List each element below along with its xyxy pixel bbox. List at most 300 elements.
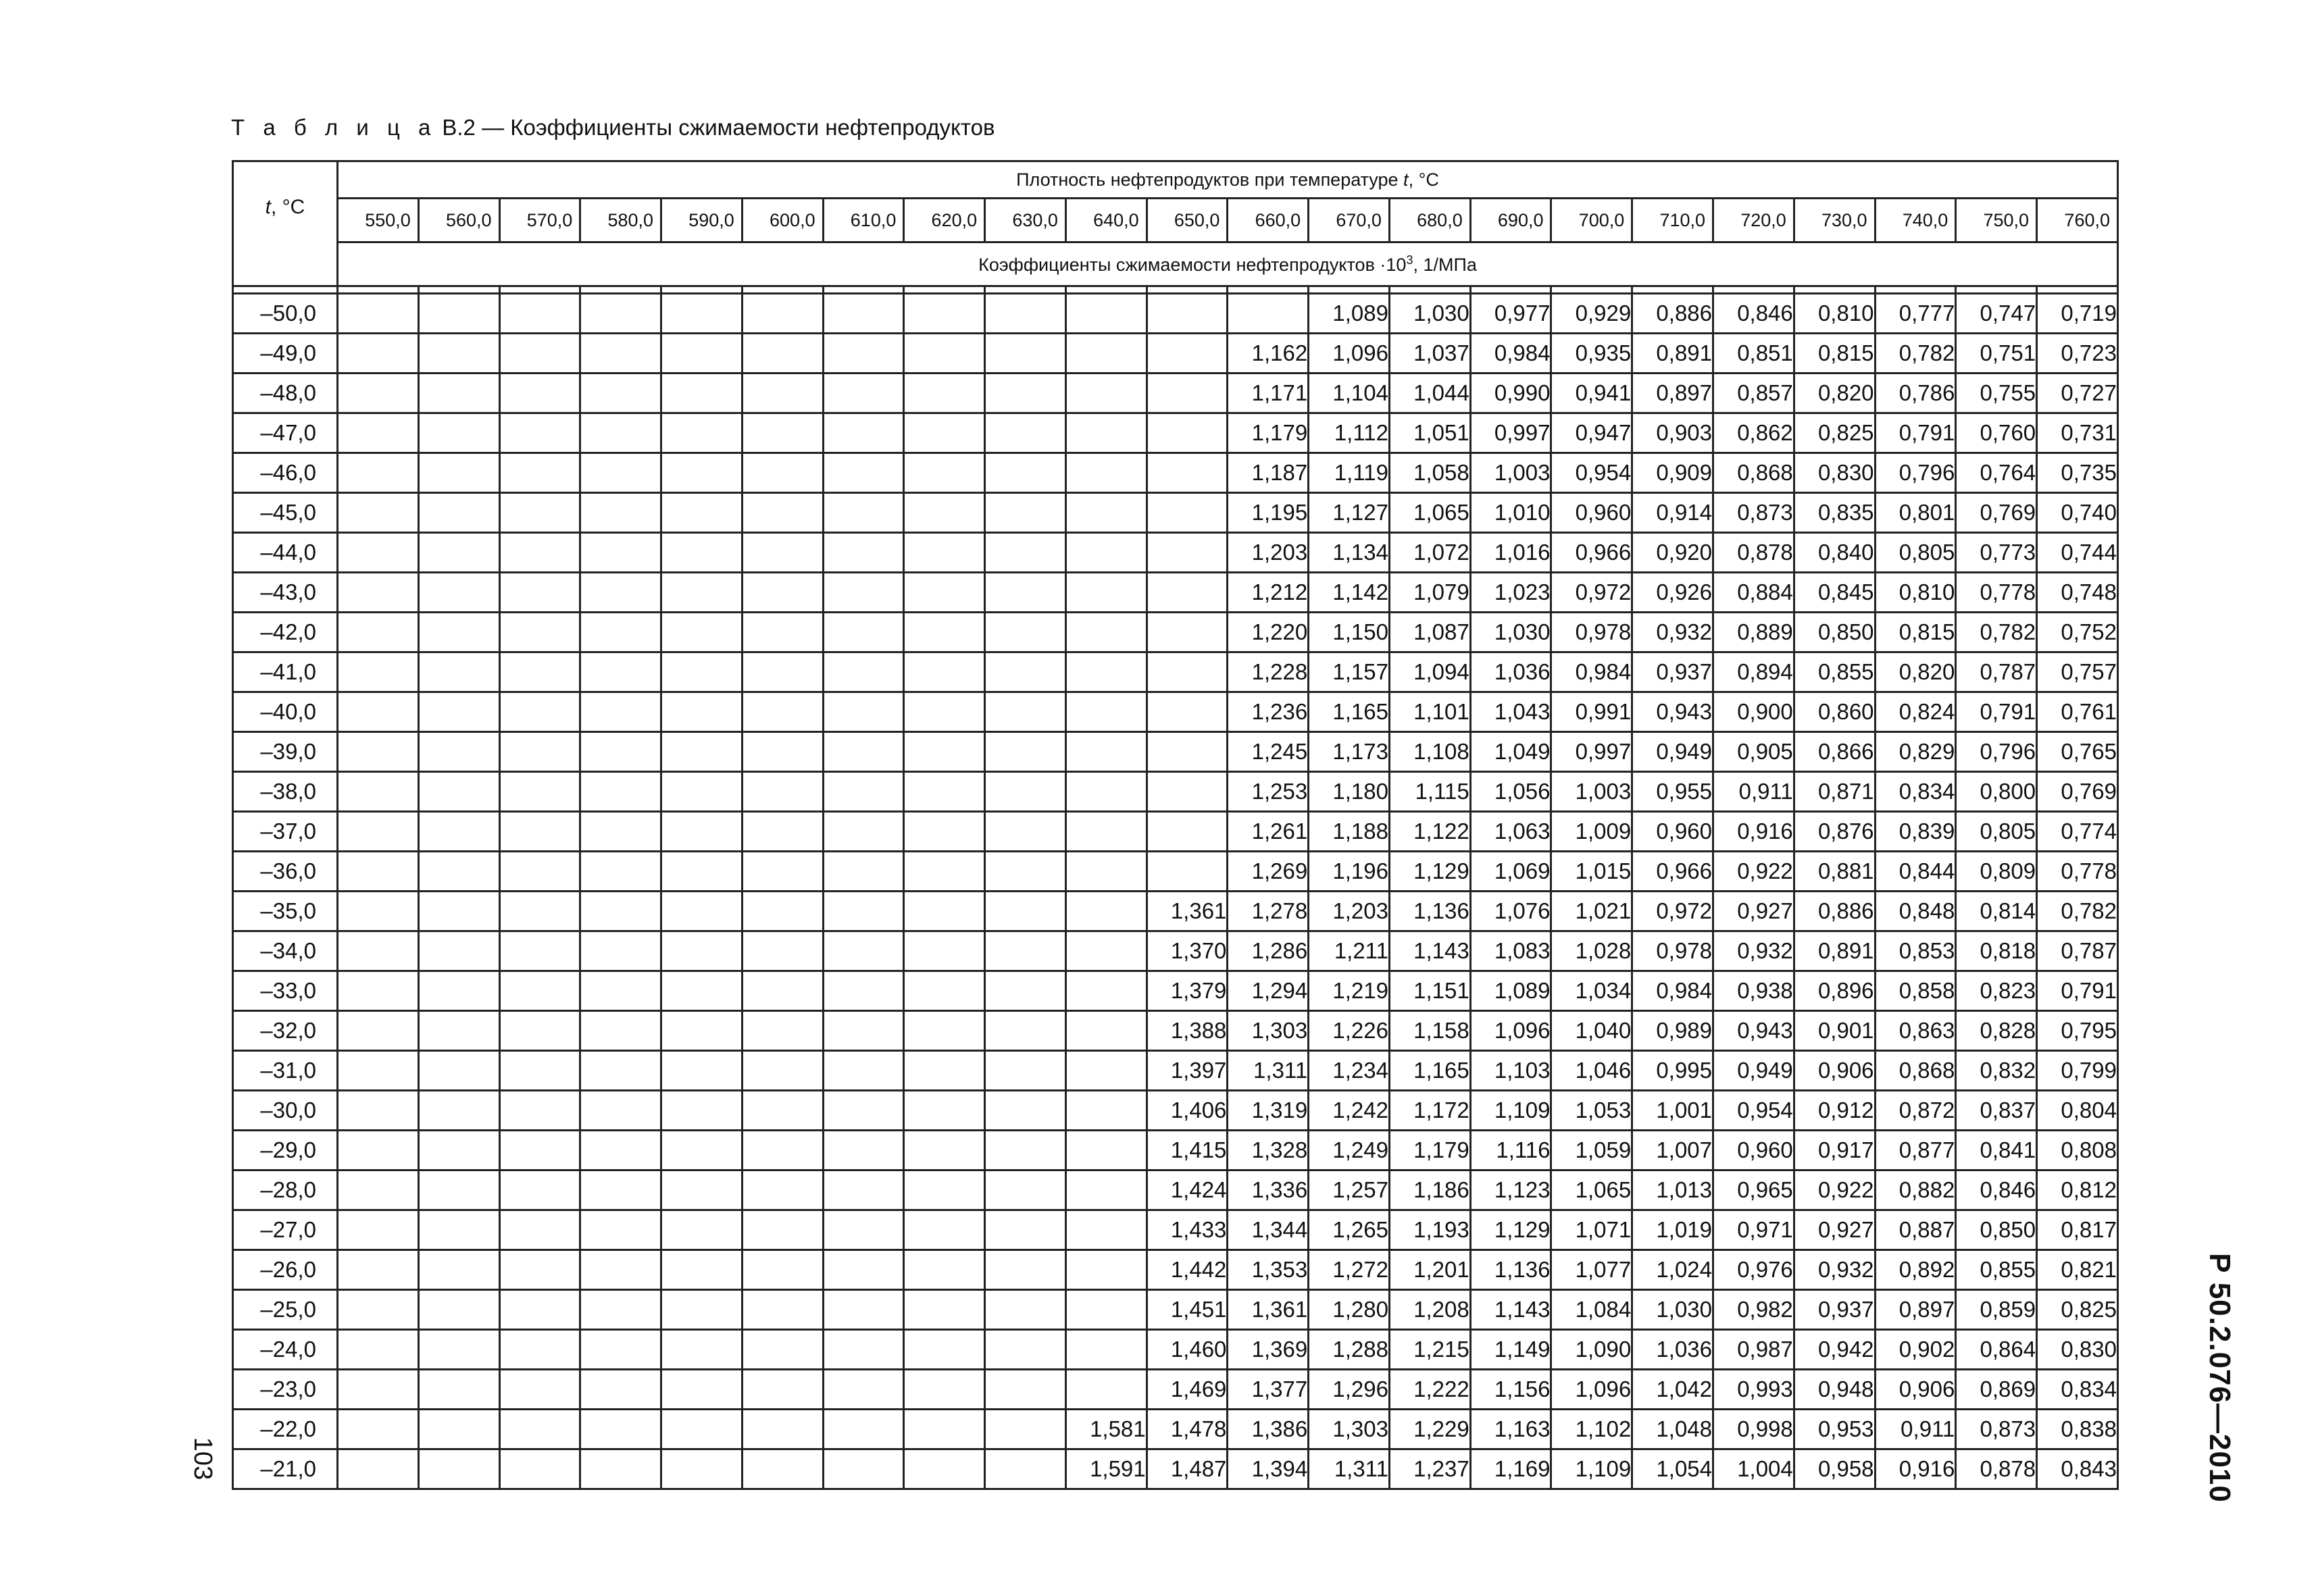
coefficient-cell: 0,857 xyxy=(1713,374,1794,413)
coefficient-cell xyxy=(823,1330,904,1370)
coefficient-cell xyxy=(338,1290,419,1330)
table-row xyxy=(233,413,2118,453)
coefficient-cell: 0,871 xyxy=(1794,772,1875,812)
coefficient-cell xyxy=(823,1091,904,1131)
coefficient-cell: 1,102 xyxy=(1551,1410,1632,1449)
coefficient-cell: 1,016 xyxy=(1470,533,1551,573)
coefficient-cell xyxy=(418,852,499,892)
coefficient-cell xyxy=(742,852,823,892)
coefficient-cell: 0,897 xyxy=(1632,374,1713,413)
coefficient-cell: 1,063 xyxy=(1470,812,1551,852)
coefficient-cell: 0,935 xyxy=(1551,334,1632,374)
coefficient-cell xyxy=(338,533,419,573)
coefficient-cell xyxy=(823,533,904,573)
coefficient-cell xyxy=(904,573,985,613)
coefficient-cell: 1,370 xyxy=(1147,931,1228,971)
coefficient-cell xyxy=(661,931,743,971)
density-header-cell: 600,0 xyxy=(742,199,823,242)
temperature-cell: –39,0 xyxy=(233,732,338,772)
coefficient-cell: 1,303 xyxy=(1228,1011,1309,1051)
coefficient-cell xyxy=(338,732,419,772)
coefficient-cell: 0,777 xyxy=(1875,294,1956,334)
coefficient-cell: 1,211 xyxy=(1309,931,1390,971)
coefficient-cell: 1,037 xyxy=(1389,334,1470,374)
coefficient-cell xyxy=(580,772,661,812)
coefficient-cell xyxy=(661,1449,743,1489)
coefficient-cell: 0,892 xyxy=(1875,1250,1956,1290)
coefficient-cell xyxy=(661,1330,743,1370)
coefficient-cell xyxy=(823,334,904,374)
coefficient-cell xyxy=(1228,294,1309,334)
coefficient-cell: 0,938 xyxy=(1713,971,1794,1011)
coefficient-cell xyxy=(499,812,580,852)
coefficient-cell xyxy=(338,772,419,812)
coefficient-cell: 0,906 xyxy=(1794,1051,1875,1091)
coefficient-cell: 1,188 xyxy=(1309,812,1390,852)
coefficient-cell xyxy=(823,812,904,852)
coefficient-cell: 0,843 xyxy=(2037,1449,2118,1489)
coefficient-cell: 0,894 xyxy=(1713,652,1794,692)
coefficient-cell xyxy=(499,1011,580,1051)
density-header-cell: 730,0 xyxy=(1794,199,1875,242)
coefficient-cell xyxy=(661,1051,743,1091)
coefficient-cell: 0,735 xyxy=(2037,453,2118,493)
coefficient-cell: 1,046 xyxy=(1551,1051,1632,1091)
coefficient-cell: 1,069 xyxy=(1470,852,1551,892)
coefficient-cell: 0,926 xyxy=(1632,573,1713,613)
coefficient-cell: 1,048 xyxy=(1632,1410,1713,1449)
coefficient-cell: 0,901 xyxy=(1794,1011,1875,1051)
coefficient-cell xyxy=(1065,573,1147,613)
coefficient-cell xyxy=(823,493,904,533)
coefficient-cell xyxy=(823,1370,904,1410)
coefficient-cell: 1,151 xyxy=(1389,971,1470,1011)
coefficient-cell xyxy=(1065,1091,1147,1131)
coefficient-cell xyxy=(338,613,419,652)
coefficient-cell xyxy=(580,493,661,533)
coefficient-cell xyxy=(1147,294,1228,334)
coefficient-cell xyxy=(1147,692,1228,732)
coefficient-cell xyxy=(823,1210,904,1250)
coefficient-cell: 0,991 xyxy=(1551,692,1632,732)
coefficient-cell: 0,868 xyxy=(1713,453,1794,493)
coefficient-cell: 1,021 xyxy=(1551,892,1632,931)
coefficient-cell xyxy=(418,533,499,573)
coefficient-cell: 0,859 xyxy=(1956,1290,2037,1330)
coefficient-cell xyxy=(499,1210,580,1250)
table-row xyxy=(233,692,2118,732)
coefficient-cell: 1,103 xyxy=(1470,1051,1551,1091)
coefficient-cell: 0,929 xyxy=(1551,294,1632,334)
coefficient-cell xyxy=(1065,892,1147,931)
coefficient-cell: 0,786 xyxy=(1875,374,1956,413)
coefficient-cell: 1,212 xyxy=(1228,573,1309,613)
temperature-cell: –22,0 xyxy=(233,1410,338,1449)
coefficient-cell xyxy=(985,294,1066,334)
coefficient-cell: 0,863 xyxy=(1875,1011,1956,1051)
coefficient-cell xyxy=(580,374,661,413)
coefficient-cell: 0,840 xyxy=(1794,533,1875,573)
coefficient-cell: 1,581 xyxy=(1065,1410,1147,1449)
coefficient-cell: 1,010 xyxy=(1470,493,1551,533)
coefficient-cell xyxy=(418,732,499,772)
coefficient-cell xyxy=(338,931,419,971)
coefficient-cell xyxy=(418,692,499,732)
coefficient-cell xyxy=(661,1210,743,1250)
coefficient-cell xyxy=(1147,732,1228,772)
coefficient-cell xyxy=(580,1091,661,1131)
coefficient-cell: 1,112 xyxy=(1309,413,1390,453)
table-row xyxy=(233,1170,2118,1210)
coefficient-cell: 1,157 xyxy=(1309,652,1390,692)
coefficient-cell: 0,868 xyxy=(1875,1051,1956,1091)
coefficient-cell xyxy=(499,573,580,613)
coefficient-cell: 1,303 xyxy=(1309,1410,1390,1449)
coefficient-cell xyxy=(1065,374,1147,413)
coefficient-cell xyxy=(985,573,1066,613)
coefficient-cell xyxy=(904,334,985,374)
coefficient-cell: 0,834 xyxy=(1875,772,1956,812)
coefficient-cell xyxy=(1065,1170,1147,1210)
coefficient-cell xyxy=(904,413,985,453)
coefficient-cell xyxy=(904,732,985,772)
coefficient-cell: 0,995 xyxy=(1632,1051,1713,1091)
coefficient-cell xyxy=(1065,852,1147,892)
coefficient-cell: 0,941 xyxy=(1551,374,1632,413)
coefficient-cell xyxy=(985,652,1066,692)
coefficient-cell: 0,778 xyxy=(1956,573,2037,613)
coefficient-cell xyxy=(1147,413,1228,453)
coefficient-cell: 1,003 xyxy=(1551,772,1632,812)
coefficient-cell: 0,773 xyxy=(1956,533,2037,573)
coefficient-cell xyxy=(904,892,985,931)
coefficient-cell xyxy=(823,1051,904,1091)
coefficient-cell xyxy=(904,294,985,334)
coefficient-cell xyxy=(499,692,580,732)
coefficient-cell xyxy=(742,374,823,413)
coefficient-cell xyxy=(338,1131,419,1170)
coefficient-cell xyxy=(823,413,904,453)
coefficient-cell xyxy=(904,1210,985,1250)
coefficient-cell: 0,787 xyxy=(2037,931,2118,971)
coefficient-cell xyxy=(742,1370,823,1410)
coefficient-cell xyxy=(418,812,499,852)
density-header-cell: 560,0 xyxy=(418,199,499,242)
document-number: Р 50.2.076—2010 xyxy=(2203,1253,2236,1503)
coefficient-cell xyxy=(985,413,1066,453)
coefficient-cell: 1,424 xyxy=(1147,1170,1228,1210)
coefficient-cell: 1,013 xyxy=(1632,1170,1713,1210)
coefficient-cell: 1,236 xyxy=(1228,692,1309,732)
coefficient-cell xyxy=(661,533,743,573)
temperature-cell: –41,0 xyxy=(233,652,338,692)
table-row xyxy=(233,732,2118,772)
coefficient-cell xyxy=(823,1011,904,1051)
coefficient-cell: 0,855 xyxy=(1794,652,1875,692)
coefficient-cell xyxy=(1065,533,1147,573)
temperature-cell: –43,0 xyxy=(233,573,338,613)
coefficient-cell xyxy=(1065,1131,1147,1170)
coefficient-cell: 0,954 xyxy=(1713,1091,1794,1131)
coefficient-cell xyxy=(661,652,743,692)
coefficient-cell xyxy=(1065,732,1147,772)
coefficient-cell: 0,984 xyxy=(1470,334,1551,374)
coefficient-cell: 1,149 xyxy=(1470,1330,1551,1370)
coefficient-cell xyxy=(580,1290,661,1330)
coefficient-cell xyxy=(418,573,499,613)
coefficient-cell xyxy=(418,772,499,812)
coefficient-cell xyxy=(1065,692,1147,732)
temperature-cell: –40,0 xyxy=(233,692,338,732)
coefficient-cell: 0,805 xyxy=(1956,812,2037,852)
coefficient-cell: 0,989 xyxy=(1632,1011,1713,1051)
coefficient-cell xyxy=(1147,852,1228,892)
coefficient-cell xyxy=(904,1449,985,1489)
coefficient-cell: 0,791 xyxy=(1875,413,1956,453)
coefficient-cell xyxy=(742,613,823,652)
density-header-cell: 590,0 xyxy=(661,199,743,242)
coefficient-cell xyxy=(742,812,823,852)
coefficient-cell: 1,278 xyxy=(1228,892,1309,931)
coefficient-cell: 0,905 xyxy=(1713,732,1794,772)
coefficient-cell xyxy=(580,413,661,453)
coefficient-cell xyxy=(985,493,1066,533)
coefficient-cell xyxy=(904,852,985,892)
coefficient-cell: 1,196 xyxy=(1309,852,1390,892)
coefficient-cell: 1,023 xyxy=(1470,573,1551,613)
coefficient-cell: 1,186 xyxy=(1389,1170,1470,1210)
coefficient-cell: 0,841 xyxy=(1956,1131,2037,1170)
coefficient-cell: 1,028 xyxy=(1551,931,1632,971)
coefficient-cell: 0,834 xyxy=(2037,1370,2118,1410)
coefficient-cell xyxy=(823,892,904,931)
coefficient-cell: 1,158 xyxy=(1389,1011,1470,1051)
coefficient-cell: 0,872 xyxy=(1875,1091,1956,1131)
temperature-cell: –47,0 xyxy=(233,413,338,453)
coefficient-cell xyxy=(338,453,419,493)
coefficient-cell: 0,818 xyxy=(1956,931,2037,971)
temperature-cell: –33,0 xyxy=(233,971,338,1011)
coefficient-cell xyxy=(985,692,1066,732)
coefficient-cell: 1,009 xyxy=(1551,812,1632,852)
coefficient-cell: 0,805 xyxy=(1875,533,1956,573)
temperature-cell: –30,0 xyxy=(233,1091,338,1131)
coefficient-cell xyxy=(985,892,1066,931)
density-header-cell: 640,0 xyxy=(1065,199,1147,242)
coefficient-cell: 0,971 xyxy=(1713,1210,1794,1250)
coefficient-cell: 0,869 xyxy=(1956,1370,2037,1410)
coefficient-cell: 0,815 xyxy=(1875,613,1956,652)
temperature-cell: –31,0 xyxy=(233,1051,338,1091)
coefficient-cell: 0,719 xyxy=(2037,294,2118,334)
coefficient-cell xyxy=(499,732,580,772)
coefficient-cell xyxy=(904,1051,985,1091)
coefficient-cell xyxy=(904,812,985,852)
coefficient-cell xyxy=(904,772,985,812)
coefficient-cell xyxy=(418,493,499,533)
coefficient-cell: 1,001 xyxy=(1632,1091,1713,1131)
coefficient-cell: 0,782 xyxy=(2037,892,2118,931)
coefficient-cell: 1,150 xyxy=(1309,613,1390,652)
coefficient-cell xyxy=(338,1210,419,1250)
coefficient-cell xyxy=(823,294,904,334)
coefficient-cell xyxy=(904,374,985,413)
coefficient-cell: 1,077 xyxy=(1551,1250,1632,1290)
coefficient-cell: 1,004 xyxy=(1713,1449,1794,1489)
coefficient-cell: 1,311 xyxy=(1228,1051,1309,1091)
coefficient-cell: 0,727 xyxy=(2037,374,2118,413)
coefficient-cell: 0,954 xyxy=(1551,453,1632,493)
coefficient-cell: 1,187 xyxy=(1228,453,1309,493)
coefficient-cell xyxy=(661,1170,743,1210)
coefficient-cell xyxy=(499,971,580,1011)
coefficient-cell: 1,311 xyxy=(1309,1449,1390,1489)
coefficient-cell: 1,019 xyxy=(1632,1210,1713,1250)
coefficient-cell xyxy=(499,493,580,533)
temperature-cell: –29,0 xyxy=(233,1131,338,1170)
coefficient-cell: 1,065 xyxy=(1389,493,1470,533)
coefficient-cell xyxy=(985,852,1066,892)
density-header-cell: 660,0 xyxy=(1228,199,1309,242)
coefficient-cell xyxy=(661,1011,743,1051)
coefficient-cell: 1,286 xyxy=(1228,931,1309,971)
coefficient-cell: 0,906 xyxy=(1875,1370,1956,1410)
coefficient-cell: 1,072 xyxy=(1389,533,1470,573)
coefficient-cell xyxy=(418,892,499,931)
density-header-cell: 700,0 xyxy=(1551,199,1632,242)
coefficient-cell xyxy=(1147,334,1228,374)
coefficient-cell xyxy=(1147,374,1228,413)
coefficient-cell xyxy=(338,1370,419,1410)
coefficient-cell xyxy=(823,732,904,772)
coefficient-cell xyxy=(338,573,419,613)
coefficient-cell: 0,810 xyxy=(1794,294,1875,334)
coefficient-cell: 1,143 xyxy=(1389,931,1470,971)
coefficient-cell: 1,193 xyxy=(1389,1210,1470,1250)
coefficient-cell xyxy=(823,971,904,1011)
coefficient-cell: 1,201 xyxy=(1389,1250,1470,1290)
coefficient-cell xyxy=(499,1330,580,1370)
coefficient-cell: 1,377 xyxy=(1228,1370,1309,1410)
coefficient-cell: 1,394 xyxy=(1228,1449,1309,1489)
coefficient-cell xyxy=(499,1449,580,1489)
coefficient-cell xyxy=(1147,573,1228,613)
coefficient-cell: 1,180 xyxy=(1309,772,1390,812)
coefficient-cell: 1,162 xyxy=(1228,334,1309,374)
coefficient-cell: 0,953 xyxy=(1794,1410,1875,1449)
coefficient-cell xyxy=(661,413,743,453)
coefficient-cell xyxy=(823,1170,904,1210)
coefficient-cell: 0,864 xyxy=(1956,1330,2037,1370)
coefficient-cell: 1,388 xyxy=(1147,1011,1228,1051)
compressibility-table xyxy=(232,160,2119,1490)
density-header-cell: 670,0 xyxy=(1309,199,1390,242)
coefficient-cell xyxy=(823,692,904,732)
coefficient-cell: 1,043 xyxy=(1470,692,1551,732)
coefficient-cell xyxy=(580,1250,661,1290)
coefficient-cell: 1,269 xyxy=(1228,852,1309,892)
coefficient-cell: 1,165 xyxy=(1389,1051,1470,1091)
temperature-cell: –34,0 xyxy=(233,931,338,971)
coefficient-cell: 0,760 xyxy=(1956,413,2037,453)
coefficient-cell: 1,122 xyxy=(1389,812,1470,852)
coefficient-cell: 1,090 xyxy=(1551,1330,1632,1370)
coefficient-cell: 0,820 xyxy=(1875,652,1956,692)
coefficient-cell xyxy=(499,852,580,892)
coefficient-cell: 1,030 xyxy=(1470,613,1551,652)
coefficient-cell: 0,877 xyxy=(1875,1131,1956,1170)
table-row xyxy=(233,852,2118,892)
coefficient-cell: 0,752 xyxy=(2037,613,2118,652)
temperature-cell: –25,0 xyxy=(233,1290,338,1330)
coefficient-cell xyxy=(1065,413,1147,453)
temperature-cell: –37,0 xyxy=(233,812,338,852)
coefficient-cell: 1,123 xyxy=(1470,1170,1551,1210)
coefficient-cell xyxy=(742,1330,823,1370)
coefficient-cell xyxy=(1065,1330,1147,1370)
coefficient-cell xyxy=(742,1170,823,1210)
coefficient-cell xyxy=(904,1370,985,1410)
coefficient-cell: 0,932 xyxy=(1713,931,1794,971)
coefficient-cell xyxy=(580,1449,661,1489)
coefficient-cell xyxy=(661,453,743,493)
coefficient-cell: 0,911 xyxy=(1875,1410,1956,1449)
coefficient-cell xyxy=(742,692,823,732)
coefficient-cell: 0,815 xyxy=(1794,334,1875,374)
coefficient-cell: 1,142 xyxy=(1309,573,1390,613)
density-header-cell: 680,0 xyxy=(1389,199,1470,242)
coefficient-cell xyxy=(418,1011,499,1051)
coefficient-cell: 0,955 xyxy=(1632,772,1713,812)
coefficient-cell: 1,253 xyxy=(1228,772,1309,812)
coefficient-cell: 1,101 xyxy=(1389,692,1470,732)
coefficient-cell xyxy=(904,971,985,1011)
coefficient-cell: 0,916 xyxy=(1713,812,1794,852)
coefficient-cell: 1,036 xyxy=(1632,1330,1713,1370)
coefficient-cell xyxy=(1065,1051,1147,1091)
coefficient-cell: 0,960 xyxy=(1632,812,1713,852)
coefficient-cell: 1,487 xyxy=(1147,1449,1228,1489)
coefficient-cell: 0,764 xyxy=(1956,453,2037,493)
coefficient-cell xyxy=(904,692,985,732)
coefficient-cell: 0,846 xyxy=(1956,1170,2037,1210)
coefficient-cell: 0,844 xyxy=(1875,852,1956,892)
table-row xyxy=(233,812,2118,852)
coefficient-cell xyxy=(823,1131,904,1170)
coefficient-cell xyxy=(418,1131,499,1170)
coefficient-cell: 0,949 xyxy=(1632,732,1713,772)
coefficient-cell: 0,917 xyxy=(1794,1131,1875,1170)
coefficient-cell xyxy=(338,652,419,692)
coefficient-cell xyxy=(742,1131,823,1170)
coefficient-cell xyxy=(1065,1290,1147,1330)
coefficient-cell xyxy=(985,334,1066,374)
coefficient-cell: 0,761 xyxy=(2037,692,2118,732)
coefficient-cell xyxy=(985,1091,1066,1131)
coefficient-cell: 0,873 xyxy=(1956,1410,2037,1449)
temperature-cell: –35,0 xyxy=(233,892,338,931)
coefficient-cell xyxy=(985,931,1066,971)
table-row xyxy=(233,1051,2118,1091)
coefficient-cell xyxy=(823,772,904,812)
coefficient-cell xyxy=(338,1011,419,1051)
coefficient-cell: 1,087 xyxy=(1389,613,1470,652)
coefficient-cell: 0,914 xyxy=(1632,493,1713,533)
coefficient-cell: 1,265 xyxy=(1309,1210,1390,1250)
coefficient-cell xyxy=(904,1250,985,1290)
coefficient-cell: 0,920 xyxy=(1632,533,1713,573)
coefficient-cell xyxy=(1147,613,1228,652)
